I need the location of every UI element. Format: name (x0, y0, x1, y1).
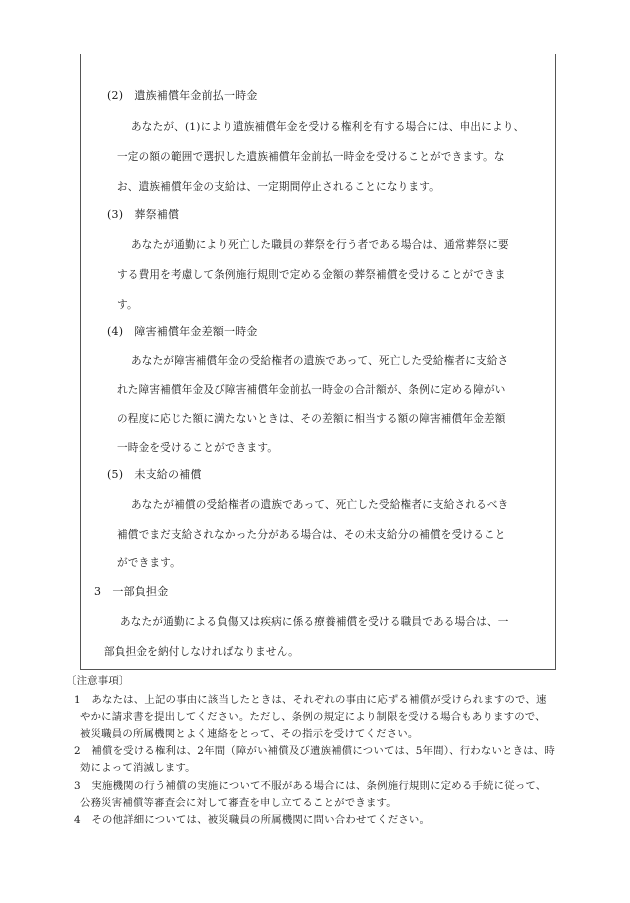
paragraph-line: お、遺族補償年金の支給は、一定期間停止されることになります。 (117, 181, 440, 193)
notes-title: 〔注意事項〕 (66, 675, 130, 687)
paragraph-line: 補償でまだ支給されなかった分がある場合は、その未支給分の補償を受けること (117, 529, 506, 541)
section-heading: (5) 未支給の補償 (107, 468, 202, 481)
section-heading: (3) 葬祭補償 (107, 208, 180, 221)
paragraph-line: す。 (117, 299, 138, 311)
paragraph-line: 部負担金を納付しなければなりません。 (104, 646, 299, 658)
note-line: 公務災害補償等審査会に対して審査を申し立てることができます。 (80, 797, 397, 809)
paragraph-line: 一時金を受けることができます。 (117, 442, 279, 454)
note-line: 3 実施機関の行う補償の実施について不服がある場合には、条例施行規則に定める手続に従って、 (74, 780, 547, 792)
note-line: 2 補償を受ける権利は、2年間（障がい補償及び遺族補償については、5年間）、行わないときは、時 (74, 745, 556, 757)
paragraph-line: あなたが通勤による負傷又は疾病に係る療養補償を受ける職員である場合は、一 (120, 616, 509, 628)
section-heading: (2) 遺族補償年金前払一時金 (107, 89, 258, 102)
note-line: 4 その他詳細については、被災職員の所属機関に問い合わせてください。 (74, 814, 431, 826)
paragraph-line: ができます。 (117, 557, 181, 569)
paragraph-line: する費用を考慮して条例施行規則で定める金額の葬祭補償を受けることができま (117, 269, 506, 281)
section-heading: 3 一部負担金 (94, 585, 169, 598)
paragraph-line: あなたが、(1)により遺族補償年金を受ける権利を有する場合には、申出により、 (131, 121, 525, 133)
paragraph-line: あなたが補償の受給権者の遺族であって、死亡した受給権者に支給されるべき (131, 499, 509, 511)
paragraph-line: れた障害補償年金及び障害補償年金前払一時金の合計額が、条例に定める障がい (117, 384, 506, 396)
note-line: 効によって消滅します。 (80, 762, 196, 774)
note-line: やかに請求書を提出してください。ただし、条例の規定により制限を受ける場合もありますので、 (80, 711, 546, 723)
paragraph-line: 一定の額の範囲で選択した遺族補償年金前払一時金を受けることができます。な (117, 151, 505, 163)
note-line: 被災職員の所属機関とよく連絡をとって、その指示を受けてください。 (80, 728, 419, 740)
note-line: 1 あなたは、上記の事由に該当したときは、それぞれの事由に応ずる補償が受けられますので、速 (74, 694, 547, 706)
paragraph-line: あなたが障害補償年金の受給権者の遺族であって、死亡した受給権者に支給さ (131, 355, 509, 367)
paragraph-line: の程度に応じた額に満たないときは、その差額に相当する額の障害補償年金差額 (117, 413, 506, 425)
paragraph-line: あなたが通勤により死亡した職員の葬祭を行う者である場合は、通常葬祭に要 (131, 239, 509, 251)
section-heading: (4) 障害補償年金差額一時金 (107, 325, 258, 338)
